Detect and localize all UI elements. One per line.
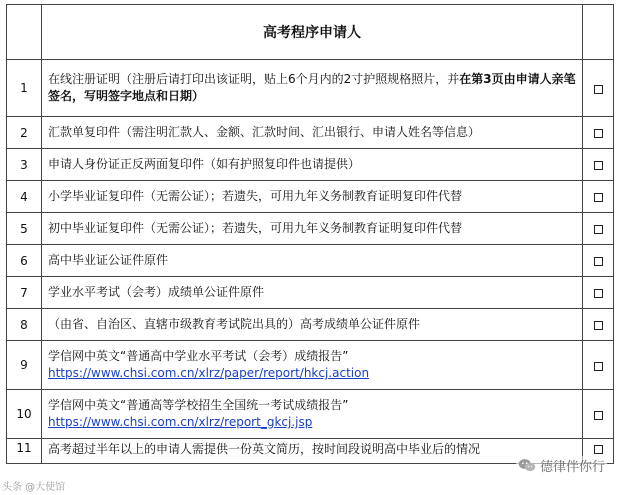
row-number: 11 bbox=[7, 439, 42, 464]
row-description: 申请人身份证正反两面复印件（如有护照复印件也请提供） bbox=[42, 149, 583, 181]
table-header-row bbox=[7, 5, 614, 60]
row-check-cell[interactable] bbox=[583, 181, 614, 213]
row-description bbox=[42, 341, 583, 390]
row-number: 2 bbox=[7, 117, 42, 149]
header-empty-check-cell bbox=[583, 5, 614, 60]
row-text-bold: 在第3页由申请人亲笔签名，写明签字地点和日期） bbox=[48, 72, 576, 103]
row-number: 8 bbox=[7, 309, 42, 341]
row-number: 5 bbox=[7, 213, 42, 245]
row-number: 4 bbox=[7, 181, 42, 213]
report-link[interactable]: https://www.chsi.com.cn/xlrz/paper/report/hkcj.action bbox=[48, 366, 370, 380]
checkbox[interactable] bbox=[594, 161, 603, 170]
header-empty-cell bbox=[7, 5, 42, 60]
row-description: 小学毕业证复印件（无需公证）；若遗失，可用九年义务制教育证明复印件代替 bbox=[42, 181, 583, 213]
table-row bbox=[7, 341, 614, 390]
watermark-left: 头条 @大使馆 bbox=[2, 482, 66, 493]
checkbox[interactable] bbox=[594, 289, 603, 298]
table-row bbox=[7, 277, 614, 309]
checkbox[interactable] bbox=[594, 321, 603, 330]
checkbox[interactable] bbox=[594, 257, 603, 266]
row-check-cell[interactable] bbox=[583, 149, 614, 181]
checkbox[interactable] bbox=[594, 411, 603, 420]
table-row bbox=[7, 181, 614, 213]
row-check-cell[interactable] bbox=[583, 309, 614, 341]
table-row bbox=[7, 117, 614, 149]
checkbox[interactable] bbox=[594, 85, 603, 94]
row-check-cell[interactable] bbox=[583, 277, 614, 309]
row-description: 汇款单复印件（需注明汇款人、金额、汇款时间、汇出银行、申请人姓名等信息） bbox=[42, 117, 583, 149]
wechat-icon bbox=[518, 458, 536, 473]
row-text: 学信网中英文“普通高等学校招生全国统一考试成绩报告” bbox=[48, 398, 349, 412]
row-number: 9 bbox=[7, 341, 42, 390]
table-row bbox=[7, 309, 614, 341]
row-check-cell[interactable] bbox=[583, 245, 614, 277]
watermark-right-text: 德律伴你行 bbox=[539, 460, 605, 475]
checkbox[interactable] bbox=[594, 445, 603, 454]
watermark-right bbox=[516, 456, 607, 475]
row-description: 学业水平考试（会考）成绩单公证件原件 bbox=[42, 277, 583, 309]
row-description: 高中毕业证公证件原件 bbox=[42, 245, 583, 277]
checkbox[interactable] bbox=[594, 193, 603, 202]
row-check-cell[interactable] bbox=[583, 213, 614, 245]
row-description bbox=[42, 60, 583, 117]
row-description: （由省、自治区、直辖市级教育考试院出具的）高考成绩单公证件原件 bbox=[42, 309, 583, 341]
row-number: 10 bbox=[7, 390, 42, 439]
table-title: 高考程序申请人 bbox=[42, 5, 583, 60]
row-check-cell[interactable] bbox=[583, 341, 614, 390]
row-text-regular: 在线注册证明（注册后请打印出该证明，贴上6个月内的2寸护照规格照片，并 bbox=[48, 72, 460, 86]
report-link[interactable]: https://www.chsi.com.cn/xlrz/report_gkcj.jsp bbox=[48, 415, 313, 429]
row-description bbox=[42, 390, 583, 439]
row-check-cell[interactable] bbox=[583, 390, 614, 439]
checkbox[interactable] bbox=[594, 362, 603, 371]
row-description: 初中毕业证复印件（无需公证）；若遗失，可用九年义务制教育证明复印件代替 bbox=[42, 213, 583, 245]
row-text: 学信网中英文“普通高中学业水平考试（会考）成绩报告” bbox=[48, 349, 349, 363]
row-number: 1 bbox=[7, 60, 42, 117]
table-row bbox=[7, 245, 614, 277]
checkbox[interactable] bbox=[594, 225, 603, 234]
row-number: 7 bbox=[7, 277, 42, 309]
table-row bbox=[7, 213, 614, 245]
row-number: 3 bbox=[7, 149, 42, 181]
checkbox[interactable] bbox=[594, 129, 603, 138]
table-row bbox=[7, 149, 614, 181]
row-check-cell[interactable] bbox=[583, 117, 614, 149]
table-row bbox=[7, 390, 614, 439]
requirements-table bbox=[6, 4, 614, 464]
table-row bbox=[7, 60, 614, 117]
row-check-cell[interactable] bbox=[583, 60, 614, 117]
row-number: 6 bbox=[7, 245, 42, 277]
row-description: 高考超过半年以上的申请人需提供一份英文简历，按时间段说明高中毕业后的情况 bbox=[42, 439, 583, 464]
